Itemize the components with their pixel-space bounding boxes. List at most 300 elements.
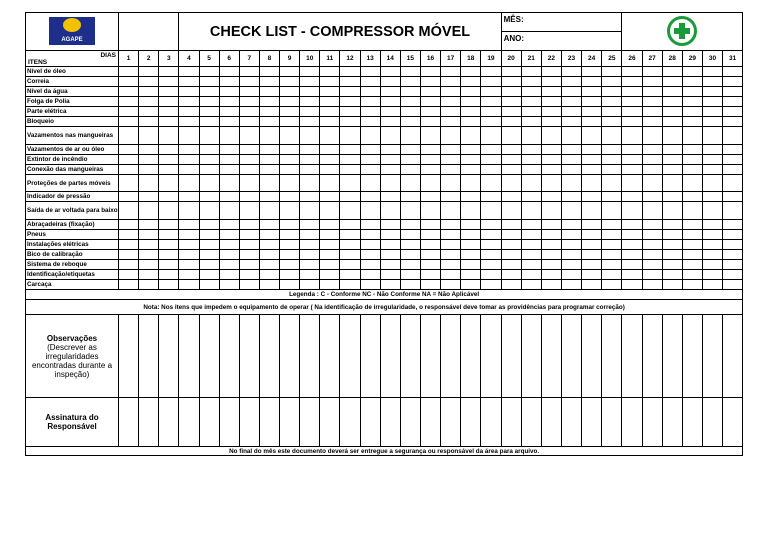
check-cell[interactable] — [682, 175, 702, 192]
observacao-cell[interactable] — [139, 315, 159, 398]
check-cell[interactable] — [541, 250, 561, 260]
check-cell[interactable] — [360, 67, 380, 77]
check-cell[interactable] — [682, 107, 702, 117]
observacao-cell[interactable] — [280, 315, 300, 398]
observacao-cell[interactable] — [662, 315, 682, 398]
assinatura-cell[interactable] — [642, 398, 662, 447]
check-cell[interactable] — [602, 202, 622, 220]
check-cell[interactable] — [682, 127, 702, 145]
check-cell[interactable] — [541, 165, 561, 175]
check-cell[interactable] — [501, 77, 521, 87]
check-cell[interactable] — [481, 270, 501, 280]
check-cell[interactable] — [582, 175, 602, 192]
assinatura-cell[interactable] — [179, 398, 199, 447]
check-cell[interactable] — [662, 192, 682, 202]
observacao-cell[interactable] — [420, 315, 440, 398]
check-cell[interactable] — [702, 87, 722, 97]
check-cell[interactable] — [360, 240, 380, 250]
check-cell[interactable] — [139, 270, 159, 280]
check-cell[interactable] — [622, 155, 642, 165]
check-cell[interactable] — [159, 77, 179, 87]
check-cell[interactable] — [521, 117, 541, 127]
check-cell[interactable] — [320, 192, 340, 202]
check-cell[interactable] — [420, 97, 440, 107]
check-cell[interactable] — [662, 165, 682, 175]
check-cell[interactable] — [199, 250, 219, 260]
check-cell[interactable] — [119, 155, 139, 165]
check-cell[interactable] — [259, 250, 279, 260]
observacao-cell[interactable] — [541, 315, 561, 398]
check-cell[interactable] — [300, 165, 320, 175]
check-cell[interactable] — [702, 280, 722, 290]
check-cell[interactable] — [461, 145, 481, 155]
check-cell[interactable] — [481, 155, 501, 165]
check-cell[interactable] — [400, 250, 420, 260]
check-cell[interactable] — [501, 280, 521, 290]
check-cell[interactable] — [179, 240, 199, 250]
check-cell[interactable] — [380, 67, 400, 77]
check-cell[interactable] — [400, 280, 420, 290]
check-cell[interactable] — [139, 145, 159, 155]
check-cell[interactable] — [481, 240, 501, 250]
check-cell[interactable] — [642, 240, 662, 250]
check-cell[interactable] — [481, 230, 501, 240]
check-cell[interactable] — [159, 260, 179, 270]
check-cell[interactable] — [400, 87, 420, 97]
check-cell[interactable] — [521, 202, 541, 220]
check-cell[interactable] — [501, 240, 521, 250]
check-cell[interactable] — [300, 260, 320, 270]
check-cell[interactable] — [320, 280, 340, 290]
check-cell[interactable] — [219, 77, 239, 87]
assinatura-cell[interactable] — [561, 398, 581, 447]
check-cell[interactable] — [662, 145, 682, 155]
check-cell[interactable] — [420, 165, 440, 175]
check-cell[interactable] — [642, 250, 662, 260]
check-cell[interactable] — [521, 260, 541, 270]
check-cell[interactable] — [219, 220, 239, 230]
check-cell[interactable] — [400, 240, 420, 250]
check-cell[interactable] — [602, 220, 622, 230]
check-cell[interactable] — [300, 87, 320, 97]
assinatura-cell[interactable] — [582, 398, 602, 447]
check-cell[interactable] — [280, 260, 300, 270]
check-cell[interactable] — [280, 97, 300, 107]
check-cell[interactable] — [340, 230, 360, 240]
check-cell[interactable] — [481, 67, 501, 77]
check-cell[interactable] — [622, 270, 642, 280]
check-cell[interactable] — [662, 240, 682, 250]
check-cell[interactable] — [139, 87, 159, 97]
check-cell[interactable] — [320, 230, 340, 240]
check-cell[interactable] — [682, 117, 702, 127]
check-cell[interactable] — [541, 87, 561, 97]
observacao-cell[interactable] — [561, 315, 581, 398]
check-cell[interactable] — [139, 230, 159, 240]
check-cell[interactable] — [501, 107, 521, 117]
check-cell[interactable] — [239, 220, 259, 230]
check-cell[interactable] — [340, 107, 360, 117]
check-cell[interactable] — [219, 155, 239, 165]
check-cell[interactable] — [420, 192, 440, 202]
check-cell[interactable] — [723, 165, 743, 175]
check-cell[interactable] — [400, 117, 420, 127]
check-cell[interactable] — [400, 165, 420, 175]
check-cell[interactable] — [179, 202, 199, 220]
check-cell[interactable] — [239, 127, 259, 145]
check-cell[interactable] — [199, 175, 219, 192]
check-cell[interactable] — [461, 107, 481, 117]
check-cell[interactable] — [219, 127, 239, 145]
check-cell[interactable] — [501, 97, 521, 107]
check-cell[interactable] — [662, 155, 682, 165]
check-cell[interactable] — [662, 107, 682, 117]
check-cell[interactable] — [179, 67, 199, 77]
check-cell[interactable] — [561, 97, 581, 107]
check-cell[interactable] — [642, 97, 662, 107]
check-cell[interactable] — [441, 87, 461, 97]
check-cell[interactable] — [139, 202, 159, 220]
check-cell[interactable] — [380, 77, 400, 87]
check-cell[interactable] — [320, 117, 340, 127]
check-cell[interactable] — [441, 230, 461, 240]
assinatura-cell[interactable] — [602, 398, 622, 447]
check-cell[interactable] — [602, 87, 622, 97]
check-cell[interactable] — [400, 127, 420, 145]
check-cell[interactable] — [360, 87, 380, 97]
check-cell[interactable] — [541, 240, 561, 250]
check-cell[interactable] — [622, 202, 642, 220]
check-cell[interactable] — [682, 192, 702, 202]
check-cell[interactable] — [219, 87, 239, 97]
check-cell[interactable] — [199, 240, 219, 250]
assinatura-cell[interactable] — [622, 398, 642, 447]
check-cell[interactable] — [541, 270, 561, 280]
check-cell[interactable] — [723, 117, 743, 127]
check-cell[interactable] — [602, 117, 622, 127]
check-cell[interactable] — [380, 230, 400, 240]
observacao-cell[interactable] — [340, 315, 360, 398]
check-cell[interactable] — [541, 155, 561, 165]
check-cell[interactable] — [239, 230, 259, 240]
check-cell[interactable] — [320, 270, 340, 280]
check-cell[interactable] — [159, 192, 179, 202]
check-cell[interactable] — [561, 260, 581, 270]
check-cell[interactable] — [199, 230, 219, 240]
check-cell[interactable] — [159, 270, 179, 280]
check-cell[interactable] — [199, 67, 219, 77]
check-cell[interactable] — [602, 107, 622, 117]
check-cell[interactable] — [340, 77, 360, 87]
check-cell[interactable] — [420, 230, 440, 240]
check-cell[interactable] — [179, 127, 199, 145]
check-cell[interactable] — [723, 192, 743, 202]
check-cell[interactable] — [642, 67, 662, 77]
observacao-cell[interactable] — [642, 315, 662, 398]
check-cell[interactable] — [360, 97, 380, 107]
check-cell[interactable] — [300, 117, 320, 127]
assinatura-cell[interactable] — [340, 398, 360, 447]
check-cell[interactable] — [320, 97, 340, 107]
check-cell[interactable] — [561, 270, 581, 280]
check-cell[interactable] — [239, 250, 259, 260]
check-cell[interactable] — [320, 175, 340, 192]
check-cell[interactable] — [461, 127, 481, 145]
check-cell[interactable] — [219, 67, 239, 77]
check-cell[interactable] — [662, 220, 682, 230]
check-cell[interactable] — [602, 280, 622, 290]
check-cell[interactable] — [119, 117, 139, 127]
check-cell[interactable] — [119, 202, 139, 220]
check-cell[interactable] — [541, 117, 561, 127]
check-cell[interactable] — [602, 145, 622, 155]
check-cell[interactable] — [340, 192, 360, 202]
check-cell[interactable] — [259, 145, 279, 155]
check-cell[interactable] — [179, 117, 199, 127]
check-cell[interactable] — [561, 107, 581, 117]
check-cell[interactable] — [380, 145, 400, 155]
check-cell[interactable] — [541, 280, 561, 290]
check-cell[interactable] — [702, 97, 722, 107]
check-cell[interactable] — [582, 250, 602, 260]
observacao-cell[interactable] — [300, 315, 320, 398]
check-cell[interactable] — [682, 77, 702, 87]
check-cell[interactable] — [360, 77, 380, 87]
check-cell[interactable] — [521, 97, 541, 107]
check-cell[interactable] — [159, 220, 179, 230]
check-cell[interactable] — [360, 107, 380, 117]
check-cell[interactable] — [461, 240, 481, 250]
check-cell[interactable] — [481, 202, 501, 220]
check-cell[interactable] — [723, 155, 743, 165]
check-cell[interactable] — [280, 145, 300, 155]
check-cell[interactable] — [501, 155, 521, 165]
check-cell[interactable] — [541, 97, 561, 107]
check-cell[interactable] — [702, 107, 722, 117]
check-cell[interactable] — [280, 155, 300, 165]
check-cell[interactable] — [441, 220, 461, 230]
check-cell[interactable] — [622, 127, 642, 145]
check-cell[interactable] — [602, 270, 622, 280]
check-cell[interactable] — [400, 192, 420, 202]
check-cell[interactable] — [139, 77, 159, 87]
check-cell[interactable] — [622, 145, 642, 155]
check-cell[interactable] — [320, 77, 340, 87]
check-cell[interactable] — [360, 155, 380, 165]
check-cell[interactable] — [501, 87, 521, 97]
observacao-cell[interactable] — [239, 315, 259, 398]
check-cell[interactable] — [320, 155, 340, 165]
check-cell[interactable] — [622, 165, 642, 175]
check-cell[interactable] — [360, 260, 380, 270]
check-cell[interactable] — [420, 155, 440, 165]
check-cell[interactable] — [501, 145, 521, 155]
check-cell[interactable] — [481, 280, 501, 290]
check-cell[interactable] — [702, 165, 722, 175]
check-cell[interactable] — [441, 280, 461, 290]
check-cell[interactable] — [179, 250, 199, 260]
observacao-cell[interactable] — [602, 315, 622, 398]
check-cell[interactable] — [541, 202, 561, 220]
check-cell[interactable] — [481, 145, 501, 155]
check-cell[interactable] — [380, 250, 400, 260]
check-cell[interactable] — [300, 175, 320, 192]
check-cell[interactable] — [723, 145, 743, 155]
check-cell[interactable] — [723, 202, 743, 220]
check-cell[interactable] — [300, 97, 320, 107]
check-cell[interactable] — [219, 175, 239, 192]
check-cell[interactable] — [139, 192, 159, 202]
check-cell[interactable] — [280, 87, 300, 97]
observacao-cell[interactable] — [682, 315, 702, 398]
check-cell[interactable] — [642, 117, 662, 127]
check-cell[interactable] — [642, 107, 662, 117]
check-cell[interactable] — [360, 127, 380, 145]
check-cell[interactable] — [461, 155, 481, 165]
assinatura-cell[interactable] — [420, 398, 440, 447]
observacao-cell[interactable] — [582, 315, 602, 398]
check-cell[interactable] — [280, 127, 300, 145]
check-cell[interactable] — [159, 87, 179, 97]
check-cell[interactable] — [622, 87, 642, 97]
check-cell[interactable] — [300, 250, 320, 260]
check-cell[interactable] — [340, 202, 360, 220]
check-cell[interactable] — [441, 175, 461, 192]
check-cell[interactable] — [541, 67, 561, 77]
check-cell[interactable] — [461, 220, 481, 230]
observacao-cell[interactable] — [219, 315, 239, 398]
check-cell[interactable] — [179, 97, 199, 107]
check-cell[interactable] — [481, 250, 501, 260]
check-cell[interactable] — [582, 155, 602, 165]
check-cell[interactable] — [280, 117, 300, 127]
check-cell[interactable] — [602, 77, 622, 87]
check-cell[interactable] — [682, 202, 702, 220]
check-cell[interactable] — [501, 230, 521, 240]
check-cell[interactable] — [400, 270, 420, 280]
observacao-cell[interactable] — [119, 315, 139, 398]
check-cell[interactable] — [199, 202, 219, 220]
check-cell[interactable] — [561, 202, 581, 220]
check-cell[interactable] — [481, 107, 501, 117]
check-cell[interactable] — [723, 67, 743, 77]
assinatura-cell[interactable] — [541, 398, 561, 447]
check-cell[interactable] — [259, 270, 279, 280]
check-cell[interactable] — [622, 117, 642, 127]
check-cell[interactable] — [179, 270, 199, 280]
assinatura-cell[interactable] — [320, 398, 340, 447]
check-cell[interactable] — [582, 87, 602, 97]
check-cell[interactable] — [380, 107, 400, 117]
check-cell[interactable] — [723, 97, 743, 107]
check-cell[interactable] — [340, 270, 360, 280]
check-cell[interactable] — [461, 175, 481, 192]
check-cell[interactable] — [300, 220, 320, 230]
check-cell[interactable] — [420, 175, 440, 192]
check-cell[interactable] — [461, 97, 481, 107]
check-cell[interactable] — [280, 230, 300, 240]
check-cell[interactable] — [682, 97, 702, 107]
check-cell[interactable] — [340, 175, 360, 192]
check-cell[interactable] — [139, 220, 159, 230]
check-cell[interactable] — [723, 175, 743, 192]
check-cell[interactable] — [461, 270, 481, 280]
check-cell[interactable] — [119, 240, 139, 250]
check-cell[interactable] — [420, 240, 440, 250]
check-cell[interactable] — [139, 280, 159, 290]
check-cell[interactable] — [682, 67, 702, 77]
check-cell[interactable] — [561, 250, 581, 260]
check-cell[interactable] — [501, 260, 521, 270]
check-cell[interactable] — [159, 127, 179, 145]
check-cell[interactable] — [199, 127, 219, 145]
check-cell[interactable] — [199, 192, 219, 202]
observacao-cell[interactable] — [702, 315, 722, 398]
check-cell[interactable] — [582, 202, 602, 220]
check-cell[interactable] — [320, 240, 340, 250]
check-cell[interactable] — [340, 165, 360, 175]
check-cell[interactable] — [682, 250, 702, 260]
check-cell[interactable] — [139, 117, 159, 127]
check-cell[interactable] — [320, 127, 340, 145]
check-cell[interactable] — [360, 230, 380, 240]
check-cell[interactable] — [702, 270, 722, 280]
check-cell[interactable] — [441, 165, 461, 175]
check-cell[interactable] — [320, 202, 340, 220]
check-cell[interactable] — [602, 127, 622, 145]
check-cell[interactable] — [622, 77, 642, 87]
ano-field[interactable]: ANO: — [503, 34, 525, 43]
check-cell[interactable] — [259, 127, 279, 145]
check-cell[interactable] — [300, 202, 320, 220]
check-cell[interactable] — [461, 67, 481, 77]
check-cell[interactable] — [561, 87, 581, 97]
check-cell[interactable] — [461, 165, 481, 175]
check-cell[interactable] — [521, 230, 541, 240]
assinatura-cell[interactable] — [380, 398, 400, 447]
check-cell[interactable] — [561, 127, 581, 145]
check-cell[interactable] — [259, 240, 279, 250]
assinatura-cell[interactable] — [481, 398, 501, 447]
check-cell[interactable] — [239, 87, 259, 97]
check-cell[interactable] — [602, 192, 622, 202]
observacao-cell[interactable] — [380, 315, 400, 398]
check-cell[interactable] — [602, 155, 622, 165]
check-cell[interactable] — [420, 117, 440, 127]
check-cell[interactable] — [461, 202, 481, 220]
check-cell[interactable] — [320, 145, 340, 155]
check-cell[interactable] — [219, 107, 239, 117]
check-cell[interactable] — [159, 107, 179, 117]
check-cell[interactable] — [602, 240, 622, 250]
check-cell[interactable] — [139, 107, 159, 117]
check-cell[interactable] — [682, 270, 702, 280]
check-cell[interactable] — [582, 77, 602, 87]
check-cell[interactable] — [702, 175, 722, 192]
check-cell[interactable] — [380, 220, 400, 230]
check-cell[interactable] — [380, 117, 400, 127]
check-cell[interactable] — [380, 192, 400, 202]
check-cell[interactable] — [501, 202, 521, 220]
observacao-cell[interactable] — [259, 315, 279, 398]
assinatura-cell[interactable] — [521, 398, 541, 447]
observacao-cell[interactable] — [461, 315, 481, 398]
check-cell[interactable] — [239, 165, 259, 175]
observacao-cell[interactable] — [320, 315, 340, 398]
check-cell[interactable] — [682, 87, 702, 97]
check-cell[interactable] — [400, 67, 420, 77]
check-cell[interactable] — [119, 127, 139, 145]
